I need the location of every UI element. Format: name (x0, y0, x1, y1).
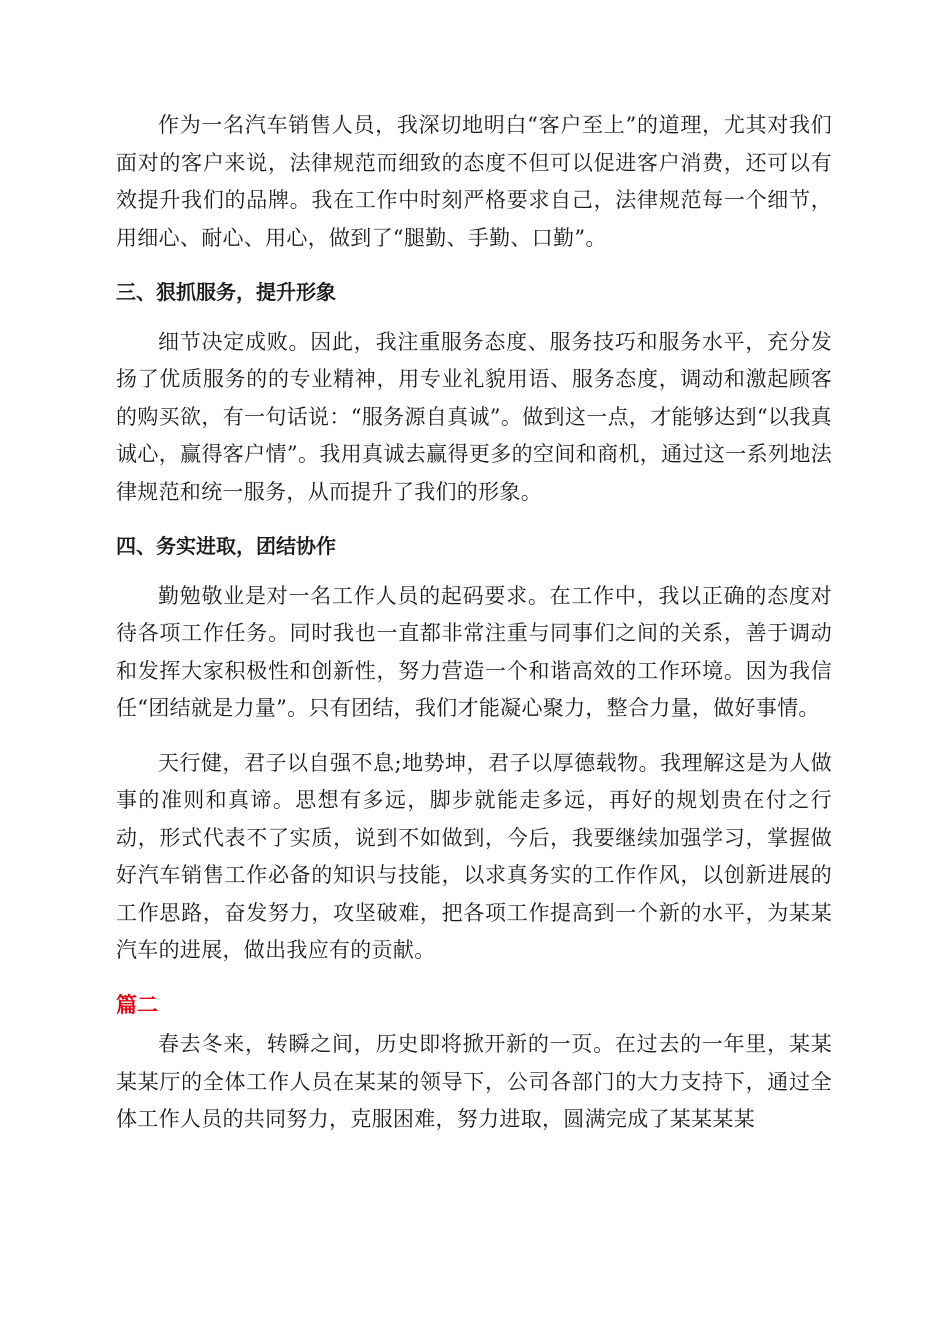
paragraph-customer-first: 作为一名汽车销售人员，我深切地明白“客户至上”的道理，尤其对我们面对的客户来说，法律规范而细致的态度不但可以促进客户消费，还可以有效提升我们的品牌。我在工作中时刻严格要求自己，法律规范每一个细节，用细心、耐心、用心，做到了“腿勤、手勤、口勤”。 (116, 113, 832, 250)
paragraph-service-details: 细节决定成败。因此，我注重服务态度、服务技巧和服务水平，充分发扬了优质服务的的专业精神，用专业礼貌用语、服务态度，调动和激起顾客的购买欲，有一句话说：“服务源自真诚”。做到这一点，才能够达到“以我真诚心，赢得客户情”。我用真诚去赢得更多的空间和商机，通过这一系列地法律规范和统一服务，从而提升了我们的形象。 (116, 329, 832, 504)
document-page (116, 107, 832, 1139)
heading-service: 三、狠抓服务，提升形象 (116, 280, 336, 304)
paragraph-teamwork: 勤勉敬业是对一名工作人员的起码要求。在工作中，我以正确的态度对待各项工作任务。同时我也一直都非常注重与同事们之间的关系，善于调动和发挥大家积极性和创新性，努力营造一个和谐高效的工作环境。因为我信任“团结就是力量”。只有团结，我们才能凝心聚力，整合力量，做好事情。 (116, 583, 832, 720)
heading-teamwork: 四、务实进取，团结协作 (116, 534, 336, 558)
paragraph-outlook: 天行健，君子以自强不息;地势坤，君子以厚德载物。我理解这是为人做事的准则和真谛。思想有多远，脚步就能走多远，再好的规划贵在付之行动，形式代表不了实质，说到不如做到，今后，我要继续加强学习，掌握做好汽车销售工作必备的知识与技能，以求真务实的工作作风，以创新进展的工作思路，奋发努力，攻坚破难，把各项工作提高到一个新的水平，为某某汽车的进展，做出我应有的贡献。 (116, 750, 832, 962)
paragraph-part-two-intro: 春去冬来，转瞬之间，历史即将掀开新的一页。在过去的一年里，某某某某厅的全体工作人员在某某的领导下，公司各部门的大力支持下，通过全体工作人员的共同努力，克服困难，努力进取，圆满完成了某某某某 (116, 1032, 832, 1131)
section-title-part-two: 篇二 (116, 992, 158, 1017)
